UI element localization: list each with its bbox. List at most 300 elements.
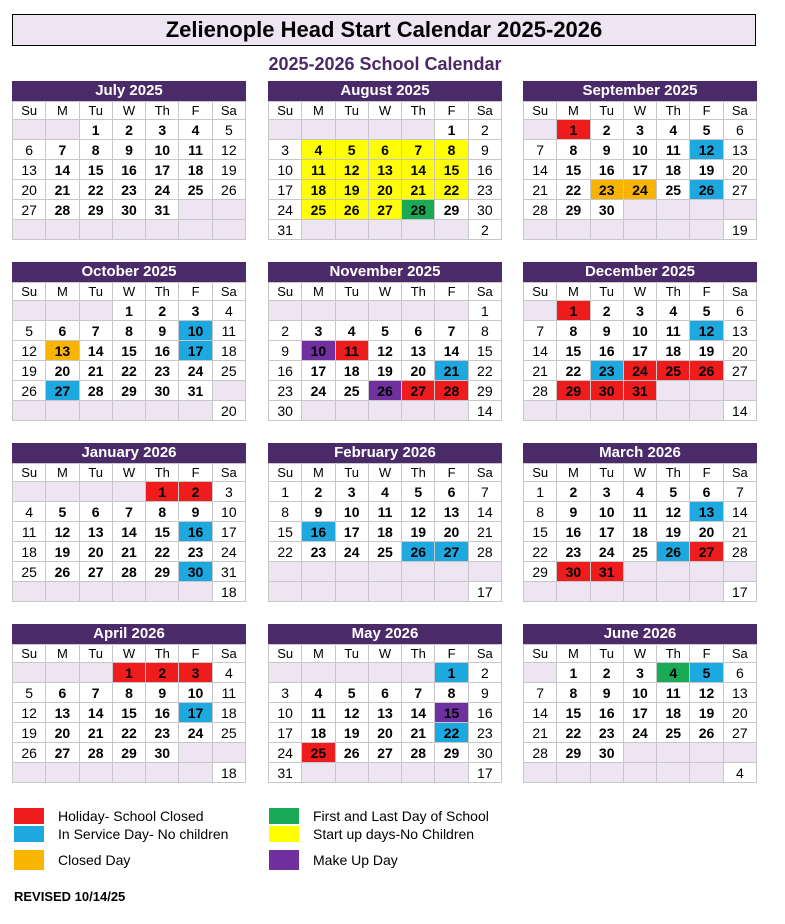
weekday-header: Th <box>657 464 690 482</box>
day-cell: 10 <box>269 703 302 723</box>
empty-cell <box>213 743 246 763</box>
day-cell: 23 <box>146 361 179 381</box>
day-cell: 5 <box>690 663 723 683</box>
day-cell: 13 <box>369 160 402 180</box>
day-cell: 12 <box>690 683 723 703</box>
day-cell: 23 <box>557 542 590 562</box>
empty-cell <box>113 582 146 602</box>
purple-swatch-icon <box>269 850 299 870</box>
day-cell: 17 <box>213 522 246 542</box>
empty-cell <box>557 582 590 602</box>
day-cell: 12 <box>657 502 690 522</box>
empty-cell <box>657 200 690 220</box>
day-cell: 11 <box>657 140 690 160</box>
day-cell: 7 <box>80 321 113 341</box>
day-cell: 24 <box>624 180 657 200</box>
empty-cell <box>657 381 690 401</box>
empty-cell <box>179 220 212 240</box>
weekday-header: M <box>302 283 335 301</box>
day-cell: 30 <box>146 381 179 401</box>
day-cell: 14 <box>402 160 435 180</box>
day-cell: 8 <box>435 683 468 703</box>
day-cell: 11 <box>13 522 46 542</box>
day-cell: 19 <box>690 703 723 723</box>
green-swatch-icon <box>269 808 299 824</box>
day-cell: 27 <box>402 381 435 401</box>
day-cell: 21 <box>524 180 557 200</box>
weekday-header: F <box>435 645 468 663</box>
weekday-header: W <box>624 645 657 663</box>
day-cell: 16 <box>146 703 179 723</box>
day-cell: 22 <box>269 542 302 562</box>
day-cell: 2 <box>591 663 624 683</box>
empty-cell <box>624 200 657 220</box>
day-cell: 30 <box>591 743 624 763</box>
day-cell: 10 <box>179 683 212 703</box>
empty-cell <box>402 663 435 683</box>
day-cell: 10 <box>146 140 179 160</box>
day-cell: 22 <box>557 361 590 381</box>
day-cell: 23 <box>146 723 179 743</box>
day-cell: 27 <box>435 542 468 562</box>
day-cell: 9 <box>146 683 179 703</box>
weekday-header: Su <box>269 102 302 120</box>
weekday-header: M <box>557 464 590 482</box>
day-cell: 18 <box>179 160 212 180</box>
day-cell: 4 <box>657 301 690 321</box>
weekday-header: F <box>690 645 723 663</box>
day-cell: 20 <box>435 522 468 542</box>
day-cell: 19 <box>402 522 435 542</box>
day-cell: 12 <box>369 341 402 361</box>
empty-cell <box>724 381 757 401</box>
day-cell: 31 <box>179 381 212 401</box>
day-cell: 27 <box>690 542 723 562</box>
weekday-header: Tu <box>336 645 369 663</box>
empty-cell <box>13 482 46 502</box>
day-cell: 28 <box>402 200 435 220</box>
empty-cell <box>302 401 335 421</box>
month-day-grid <box>523 282 757 421</box>
empty-cell <box>724 200 757 220</box>
day-cell: 24 <box>624 723 657 743</box>
weekday-header: Tu <box>336 464 369 482</box>
day-cell: 12 <box>690 140 723 160</box>
day-cell: 4 <box>624 482 657 502</box>
day-cell: 22 <box>435 723 468 743</box>
weekday-header: Sa <box>213 464 246 482</box>
weekday-header: M <box>46 283 79 301</box>
month-title: October 2025 <box>12 262 246 282</box>
day-cell: 5 <box>369 321 402 341</box>
day-cell: 18 <box>657 160 690 180</box>
empty-cell <box>369 663 402 683</box>
day-cell: 4 <box>336 321 369 341</box>
day-cell: 21 <box>524 361 557 381</box>
day-cell: 29 <box>524 562 557 582</box>
day-cell: 11 <box>213 683 246 703</box>
day-cell: 31 <box>591 562 624 582</box>
empty-cell <box>269 562 302 582</box>
blue-swatch-icon <box>14 826 44 842</box>
empty-cell <box>402 763 435 783</box>
day-cell: 1 <box>435 663 468 683</box>
month-calendar <box>268 262 502 421</box>
legend-label: Closed Day <box>58 852 131 868</box>
weekday-header: Su <box>524 464 557 482</box>
empty-cell <box>46 220 79 240</box>
day-cell: 4 <box>213 301 246 321</box>
day-cell: 2 <box>302 482 335 502</box>
day-cell: 8 <box>80 140 113 160</box>
day-cell: 1 <box>524 482 557 502</box>
empty-cell <box>302 301 335 321</box>
day-cell: 23 <box>591 723 624 743</box>
empty-cell <box>435 763 468 783</box>
empty-cell <box>46 301 79 321</box>
day-cell: 23 <box>302 542 335 562</box>
day-cell: 24 <box>146 180 179 200</box>
day-cell: 28 <box>524 381 557 401</box>
month-calendar <box>523 262 757 421</box>
day-cell: 20 <box>46 361 79 381</box>
month-day-count: 18 <box>213 763 246 783</box>
empty-cell <box>13 301 46 321</box>
empty-cell <box>46 120 79 140</box>
day-cell: 31 <box>624 381 657 401</box>
legend-item-holiday <box>14 808 204 824</box>
empty-cell <box>269 582 302 602</box>
day-cell: 21 <box>113 542 146 562</box>
day-cell: 19 <box>336 180 369 200</box>
day-cell: 9 <box>591 140 624 160</box>
weekday-header: F <box>690 102 723 120</box>
day-cell: 4 <box>179 120 212 140</box>
month-title: April 2026 <box>12 624 246 644</box>
weekday-header: Sa <box>213 645 246 663</box>
day-cell: 30 <box>469 200 502 220</box>
day-cell: 16 <box>469 160 502 180</box>
month-day-count: 19 <box>724 220 757 240</box>
weekday-header: Su <box>269 464 302 482</box>
day-cell: 1 <box>557 120 590 140</box>
day-cell: 29 <box>557 743 590 763</box>
day-cell: 5 <box>13 321 46 341</box>
day-cell: 1 <box>146 482 179 502</box>
empty-cell <box>146 763 179 783</box>
day-cell: 9 <box>113 140 146 160</box>
day-cell: 25 <box>302 743 335 763</box>
day-cell: 17 <box>624 703 657 723</box>
day-cell: 17 <box>179 703 212 723</box>
day-cell: 4 <box>213 663 246 683</box>
empty-cell <box>690 401 723 421</box>
legend-item-closed-day <box>14 850 130 870</box>
empty-cell <box>657 763 690 783</box>
day-cell: 28 <box>724 542 757 562</box>
empty-cell <box>80 220 113 240</box>
empty-cell <box>369 562 402 582</box>
month-day-count: 4 <box>724 763 757 783</box>
day-cell: 1 <box>469 301 502 321</box>
month-day-count: 2 <box>469 220 502 240</box>
day-cell: 5 <box>657 482 690 502</box>
day-cell: 27 <box>369 743 402 763</box>
empty-cell <box>179 200 212 220</box>
day-cell: 30 <box>557 562 590 582</box>
day-cell: 4 <box>657 120 690 140</box>
weekday-header: Tu <box>336 283 369 301</box>
empty-cell <box>369 401 402 421</box>
weekday-header: Tu <box>591 102 624 120</box>
day-cell: 28 <box>80 381 113 401</box>
day-cell: 26 <box>402 542 435 562</box>
day-cell: 26 <box>13 743 46 763</box>
day-cell: 12 <box>336 703 369 723</box>
day-cell: 24 <box>179 723 212 743</box>
day-cell: 15 <box>524 522 557 542</box>
day-cell: 29 <box>80 200 113 220</box>
day-cell: 17 <box>269 180 302 200</box>
weekday-header: M <box>46 464 79 482</box>
empty-cell <box>690 582 723 602</box>
empty-cell <box>657 743 690 763</box>
day-cell: 3 <box>624 120 657 140</box>
empty-cell <box>46 763 79 783</box>
empty-cell <box>213 381 246 401</box>
day-cell: 6 <box>46 321 79 341</box>
day-cell: 22 <box>113 723 146 743</box>
day-cell: 18 <box>302 723 335 743</box>
day-cell: 22 <box>524 542 557 562</box>
month-title: August 2025 <box>268 81 502 101</box>
legend-label: Holiday- School Closed <box>58 808 204 824</box>
day-cell: 13 <box>724 683 757 703</box>
day-cell: 27 <box>724 180 757 200</box>
weekday-header: Su <box>13 283 46 301</box>
empty-cell <box>179 401 212 421</box>
day-cell: 2 <box>591 120 624 140</box>
day-cell: 23 <box>469 180 502 200</box>
day-cell: 18 <box>13 542 46 562</box>
day-cell: 10 <box>179 321 212 341</box>
day-cell: 7 <box>724 482 757 502</box>
month-title: November 2025 <box>268 262 502 282</box>
day-cell: 14 <box>524 703 557 723</box>
day-cell: 14 <box>80 703 113 723</box>
day-cell: 5 <box>690 301 723 321</box>
empty-cell <box>336 562 369 582</box>
day-cell: 15 <box>435 160 468 180</box>
day-cell: 27 <box>724 361 757 381</box>
day-cell: 22 <box>557 723 590 743</box>
day-cell: 6 <box>435 482 468 502</box>
day-cell: 4 <box>369 482 402 502</box>
empty-cell <box>624 743 657 763</box>
weekday-header: Th <box>657 645 690 663</box>
day-cell: 26 <box>690 361 723 381</box>
empty-cell <box>591 220 624 240</box>
day-cell: 18 <box>336 361 369 381</box>
empty-cell <box>146 220 179 240</box>
weekday-header: Tu <box>80 645 113 663</box>
empty-cell <box>402 562 435 582</box>
day-cell: 21 <box>80 723 113 743</box>
empty-cell <box>302 663 335 683</box>
day-cell: 6 <box>724 663 757 683</box>
month-title: September 2025 <box>523 81 757 101</box>
day-cell: 5 <box>213 120 246 140</box>
empty-cell <box>369 582 402 602</box>
weekday-header: M <box>557 283 590 301</box>
day-cell: 17 <box>302 361 335 381</box>
weekday-header: W <box>113 645 146 663</box>
day-cell: 23 <box>469 723 502 743</box>
day-cell: 9 <box>591 683 624 703</box>
empty-cell <box>524 401 557 421</box>
day-cell: 15 <box>557 341 590 361</box>
weekday-header: Th <box>402 645 435 663</box>
empty-cell <box>657 220 690 240</box>
day-cell: 13 <box>402 341 435 361</box>
day-cell: 5 <box>336 140 369 160</box>
day-cell: 21 <box>80 361 113 381</box>
empty-cell <box>469 562 502 582</box>
month-day-grid <box>523 101 757 240</box>
day-cell: 11 <box>624 502 657 522</box>
day-cell: 7 <box>80 683 113 703</box>
day-cell: 23 <box>591 180 624 200</box>
weekday-header: M <box>302 102 335 120</box>
day-cell: 22 <box>557 180 590 200</box>
day-cell: 21 <box>524 723 557 743</box>
day-cell: 29 <box>557 200 590 220</box>
weekday-header: Sa <box>469 464 502 482</box>
day-cell: 20 <box>402 361 435 381</box>
day-cell: 18 <box>213 341 246 361</box>
empty-cell <box>690 763 723 783</box>
day-cell: 24 <box>269 200 302 220</box>
day-cell: 28 <box>469 542 502 562</box>
weekday-header: F <box>179 102 212 120</box>
legend-item-make-up <box>269 850 398 870</box>
weekday-header: Tu <box>80 283 113 301</box>
day-cell: 15 <box>146 522 179 542</box>
orange-swatch-icon <box>14 850 44 870</box>
empty-cell <box>402 582 435 602</box>
day-cell: 13 <box>13 160 46 180</box>
day-cell: 14 <box>435 341 468 361</box>
day-cell: 25 <box>213 361 246 381</box>
day-cell: 7 <box>435 321 468 341</box>
month-title: February 2026 <box>268 443 502 463</box>
empty-cell <box>435 220 468 240</box>
day-cell: 14 <box>113 522 146 542</box>
day-cell: 8 <box>557 321 590 341</box>
day-cell: 18 <box>657 341 690 361</box>
empty-cell <box>80 763 113 783</box>
day-cell: 29 <box>113 381 146 401</box>
day-cell: 19 <box>13 361 46 381</box>
day-cell: 7 <box>402 140 435 160</box>
day-cell: 29 <box>146 562 179 582</box>
day-cell: 26 <box>336 200 369 220</box>
day-cell: 6 <box>369 140 402 160</box>
weekday-header: W <box>113 464 146 482</box>
month-calendar <box>523 624 757 783</box>
weekday-header: Th <box>402 464 435 482</box>
day-cell: 10 <box>591 502 624 522</box>
empty-cell <box>690 200 723 220</box>
empty-cell <box>591 582 624 602</box>
day-cell: 28 <box>46 200 79 220</box>
month-day-grid <box>12 463 246 602</box>
day-cell: 25 <box>13 562 46 582</box>
month-day-grid <box>268 644 502 783</box>
day-cell: 3 <box>269 683 302 703</box>
weekday-header: Sa <box>213 283 246 301</box>
day-cell: 12 <box>402 502 435 522</box>
weekday-header: Th <box>402 283 435 301</box>
month-day-count: 20 <box>213 401 246 421</box>
empty-cell <box>302 562 335 582</box>
day-cell: 22 <box>80 180 113 200</box>
day-cell: 23 <box>269 381 302 401</box>
day-cell: 1 <box>435 120 468 140</box>
weekday-header: W <box>624 464 657 482</box>
day-cell: 11 <box>213 321 246 341</box>
day-cell: 21 <box>402 180 435 200</box>
day-cell: 15 <box>469 341 502 361</box>
day-cell: 26 <box>657 542 690 562</box>
day-cell: 24 <box>336 542 369 562</box>
empty-cell <box>724 743 757 763</box>
day-cell: 17 <box>336 522 369 542</box>
day-cell: 12 <box>13 703 46 723</box>
day-cell: 18 <box>624 522 657 542</box>
day-cell: 7 <box>469 482 502 502</box>
empty-cell <box>402 301 435 321</box>
month-calendar <box>268 443 502 602</box>
day-cell: 1 <box>557 663 590 683</box>
day-cell: 20 <box>690 522 723 542</box>
weekday-header: Sa <box>724 464 757 482</box>
empty-cell <box>46 663 79 683</box>
legend-label: First and Last Day of School <box>313 808 489 824</box>
empty-cell <box>657 401 690 421</box>
day-cell: 19 <box>369 361 402 381</box>
day-cell: 18 <box>213 703 246 723</box>
weekday-header: Sa <box>469 102 502 120</box>
day-cell: 3 <box>624 301 657 321</box>
day-cell: 10 <box>624 140 657 160</box>
day-cell: 14 <box>469 502 502 522</box>
empty-cell <box>369 301 402 321</box>
empty-cell <box>46 482 79 502</box>
day-cell: 9 <box>591 321 624 341</box>
day-cell: 10 <box>213 502 246 522</box>
day-cell: 8 <box>146 502 179 522</box>
empty-cell <box>13 120 46 140</box>
empty-cell <box>302 220 335 240</box>
day-cell: 6 <box>80 502 113 522</box>
day-cell: 25 <box>302 200 335 220</box>
day-cell: 15 <box>113 341 146 361</box>
empty-cell <box>213 200 246 220</box>
day-cell: 15 <box>435 703 468 723</box>
empty-cell <box>624 220 657 240</box>
weekday-header: F <box>690 283 723 301</box>
